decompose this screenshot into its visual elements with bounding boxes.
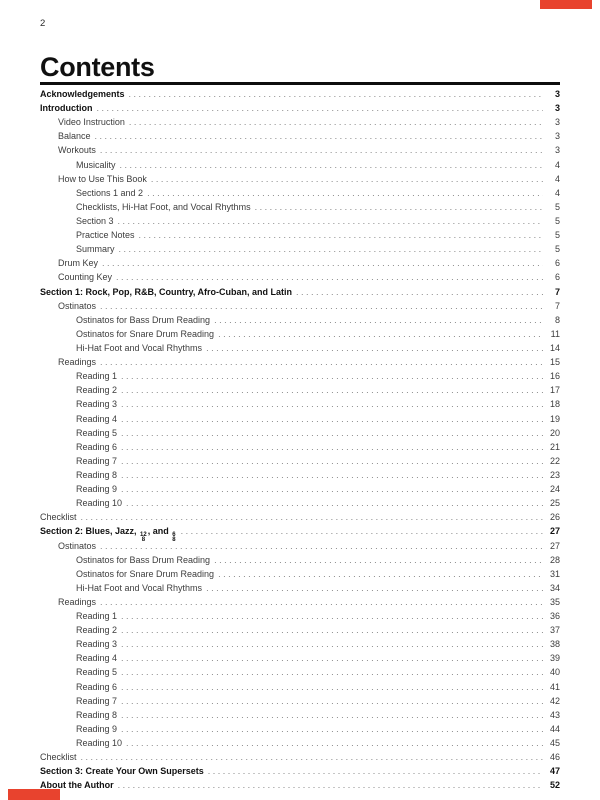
toc-entry-label: Practice Notes — [76, 230, 135, 241]
toc-entry-page: 3 — [554, 145, 560, 156]
toc-entry — [40, 454, 560, 468]
dot-leader — [81, 510, 543, 524]
dot-leader — [121, 694, 543, 708]
dot-leader — [116, 270, 543, 284]
toc-entry — [40, 313, 560, 327]
toc-entry-page: 27 — [549, 540, 560, 551]
toc-entry-label: About the Author — [40, 780, 114, 791]
dot-leader — [126, 736, 543, 750]
page-title: Contents — [40, 52, 155, 82]
toc-entry-label: Ostinatos — [58, 540, 97, 551]
toc-entry — [40, 214, 560, 228]
toc-entry — [40, 299, 560, 313]
dot-leader — [118, 214, 543, 228]
dot-leader — [121, 482, 543, 496]
toc-entry — [40, 115, 560, 129]
toc-entry-page: 52 — [549, 780, 560, 791]
toc-entry-page: 7 — [554, 300, 560, 311]
toc-entry-label: Hi-Hat Foot and Vocal Rhythms — [76, 582, 203, 593]
dot-leader — [121, 637, 543, 651]
toc-entry — [40, 496, 560, 510]
toc-entry — [40, 539, 560, 553]
toc-entry — [40, 553, 560, 567]
toc-entry-label: Section 2: Blues, Jazz, 12 8 , and 6 8 — [40, 526, 176, 543]
toc-entry-page: 5 — [554, 230, 560, 241]
dot-leader — [100, 143, 543, 157]
toc-entry-page: 3 — [554, 89, 560, 99]
dot-leader — [121, 609, 543, 623]
dot-leader — [139, 228, 543, 242]
toc-entry-label: Ostinatos for Snare Drum Reading — [76, 568, 215, 579]
toc-entry — [40, 327, 560, 341]
toc-entry-label: Reading 7 — [76, 455, 118, 466]
toc-entry-label: Reading 4 — [76, 653, 118, 664]
toc-entry-label: Reading 7 — [76, 695, 118, 706]
dot-leader — [121, 722, 543, 736]
toc-entry — [40, 369, 560, 383]
toc-entry-label: Reading 8 — [76, 469, 118, 480]
toc-entry-label: Sections 1 and 2 — [76, 187, 144, 198]
toc-entry-page: 46 — [549, 752, 560, 763]
toc-entry-page: 24 — [549, 484, 560, 495]
dot-leader — [119, 242, 543, 256]
accent-bar-top-right — [540, 0, 592, 9]
toc-entry-page: 6 — [554, 258, 560, 269]
toc-entry-label: Workouts — [58, 145, 96, 156]
toc-entry — [40, 680, 560, 694]
toc-entry-label: Reading 6 — [76, 441, 118, 452]
time-signature: 6 8 — [172, 532, 176, 543]
toc-entry — [40, 778, 560, 792]
dot-leader — [129, 87, 543, 101]
dot-leader — [102, 256, 543, 270]
toc-entry — [40, 764, 560, 778]
dot-leader — [151, 172, 543, 186]
toc-entry-page: 35 — [549, 596, 560, 607]
toc-entry-label: Ostinatos for Bass Drum Reading — [76, 554, 211, 565]
toc-entry — [40, 468, 560, 482]
dot-leader — [121, 454, 543, 468]
dot-leader — [121, 412, 543, 426]
toc-entry — [40, 158, 560, 172]
toc-entry — [40, 524, 560, 543]
dot-leader — [121, 369, 543, 383]
toc-entry-page: 28 — [549, 554, 560, 565]
dot-leader — [121, 383, 543, 397]
toc-entry-page: 3 — [554, 103, 560, 114]
toc-entry — [40, 708, 560, 722]
toc-entry — [40, 609, 560, 623]
toc-entry-label: Reading 6 — [76, 681, 118, 692]
toc-entry-page: 4 — [554, 187, 560, 198]
toc-entry — [40, 595, 560, 609]
toc-entry-page: 47 — [549, 766, 560, 777]
toc-entry — [40, 637, 560, 651]
dot-leader — [206, 341, 543, 355]
toc-entry — [40, 623, 560, 637]
table-of-contents — [40, 87, 560, 792]
toc-entry-label: Section 3: Create Your Own Supersets — [40, 766, 204, 777]
toc-entry-page: 23 — [549, 469, 560, 480]
toc-entry — [40, 665, 560, 679]
dot-leader — [100, 355, 543, 369]
dot-leader — [81, 750, 543, 764]
toc-entry-page: 31 — [549, 568, 560, 579]
toc-entry — [40, 383, 560, 397]
toc-entry-page: 16 — [549, 371, 560, 382]
toc-entry-label: Reading 2 — [76, 385, 118, 396]
toc-entry-page: 25 — [549, 498, 560, 509]
toc-entry-label: Balance — [58, 131, 91, 142]
toc-entry-label: Introduction — [40, 103, 93, 114]
title-rule — [40, 82, 560, 85]
time-signature: 12 8 — [140, 532, 147, 543]
toc-entry — [40, 200, 560, 214]
dot-leader — [206, 581, 543, 595]
toc-entry — [40, 510, 560, 524]
toc-entry — [40, 129, 560, 143]
dot-leader — [255, 200, 543, 214]
toc-entry — [40, 440, 560, 454]
toc-entry-label: Readings — [58, 357, 97, 368]
dot-leader — [100, 539, 543, 553]
toc-entry-page: 4 — [554, 159, 560, 170]
toc-entry — [40, 270, 560, 284]
dot-leader — [126, 496, 543, 510]
toc-entry-label: Reading 2 — [76, 625, 118, 636]
toc-entry-label: Summary — [76, 244, 115, 255]
toc-entry-label: Reading 5 — [76, 667, 118, 678]
dot-leader — [97, 101, 544, 115]
toc-entry-label: Ostinatos for Bass Drum Reading — [76, 314, 211, 325]
toc-entry-label: Ostinatos for Snare Drum Reading — [76, 328, 215, 339]
toc-entry-label: Section 1: Rock, Pop, R&B, Country, Afro-Cuban, and Latin — [40, 286, 293, 297]
toc-entry-page: 15 — [549, 357, 560, 368]
toc-entry — [40, 87, 560, 101]
toc-entry — [40, 482, 560, 496]
toc-entry-label: Reading 5 — [76, 427, 118, 438]
toc-entry-label: Checklist — [40, 752, 77, 763]
dot-leader — [100, 299, 543, 313]
toc-entry-page: 40 — [549, 667, 560, 678]
dot-leader — [208, 764, 543, 778]
toc-entry-label: Musicality — [76, 159, 116, 170]
toc-entry-page: 39 — [549, 653, 560, 664]
toc-entry-page: 41 — [549, 681, 560, 692]
dot-leader — [121, 440, 543, 454]
toc-entry-label: Reading 3 — [76, 639, 118, 650]
toc-entry-label: Checklist — [40, 512, 77, 523]
toc-entry — [40, 285, 560, 299]
toc-entry-page: 34 — [549, 582, 560, 593]
toc-entry-page: 3 — [554, 131, 560, 142]
dot-leader — [121, 623, 543, 637]
dot-leader — [95, 129, 543, 143]
toc-entry-page: 8 — [554, 314, 560, 325]
dot-leader — [218, 327, 543, 341]
toc-entry-page: 7 — [554, 286, 560, 297]
toc-entry — [40, 341, 560, 355]
dot-leader — [218, 567, 543, 581]
toc-entry-label: Reading 9 — [76, 723, 118, 734]
toc-entry — [40, 397, 560, 411]
dot-leader — [214, 313, 543, 327]
toc-entry-page: 44 — [549, 723, 560, 734]
toc-entry — [40, 412, 560, 426]
dot-leader — [181, 524, 543, 538]
toc-entry-page: 43 — [549, 709, 560, 720]
toc-entry-page: 19 — [549, 413, 560, 424]
toc-entry-page: 14 — [549, 342, 560, 353]
toc-entry-page: 5 — [554, 201, 560, 212]
toc-entry-page: 18 — [549, 399, 560, 410]
toc-entry-page: 3 — [554, 117, 560, 128]
dot-leader — [121, 397, 543, 411]
toc-entry-label: Drum Key — [58, 258, 99, 269]
toc-entry — [40, 567, 560, 581]
dot-leader — [121, 468, 543, 482]
toc-entry — [40, 581, 560, 595]
toc-entry — [40, 722, 560, 736]
dot-leader — [100, 595, 543, 609]
toc-entry — [40, 228, 560, 242]
dot-leader — [121, 680, 543, 694]
dot-leader — [147, 186, 543, 200]
toc-entry-page: 37 — [549, 625, 560, 636]
dot-leader — [296, 285, 543, 299]
toc-entry-label: Readings — [58, 596, 97, 607]
toc-entry-page: 27 — [549, 526, 560, 537]
dot-leader — [129, 115, 543, 129]
toc-entry — [40, 256, 560, 270]
toc-entry-label: Ostinatos — [58, 300, 97, 311]
toc-entry-page: 5 — [554, 215, 560, 226]
toc-entry — [40, 355, 560, 369]
toc-entry-page: 6 — [554, 272, 560, 283]
toc-entry-label: Counting Key — [58, 272, 113, 283]
dot-leader — [118, 778, 543, 792]
toc-entry-page: 22 — [549, 455, 560, 466]
toc-entry-label: Hi-Hat Foot and Vocal Rhythms — [76, 342, 203, 353]
toc-entry-label: Reading 10 — [76, 738, 123, 749]
toc-entry-page: 36 — [549, 611, 560, 622]
toc-entry-page: 11 — [550, 328, 560, 339]
toc-entry-page: 26 — [549, 512, 560, 523]
toc-entry-label: Reading 8 — [76, 709, 118, 720]
toc-entry-page: 17 — [549, 385, 560, 396]
dot-leader — [214, 553, 543, 567]
toc-entry-label: Checklists, Hi-Hat Foot, and Vocal Rhythms — [76, 201, 251, 212]
toc-entry-page: 4 — [554, 173, 560, 184]
toc-entry-page: 20 — [549, 427, 560, 438]
toc-entry — [40, 242, 560, 256]
toc-entry-label: Reading 10 — [76, 498, 123, 509]
toc-entry-page: 38 — [549, 639, 560, 650]
toc-entry-label: Reading 9 — [76, 484, 118, 495]
toc-entry — [40, 172, 560, 186]
toc-entry-page: 5 — [554, 244, 560, 255]
toc-entry-page: 42 — [549, 695, 560, 706]
toc-entry-page: 45 — [549, 738, 560, 749]
toc-entry — [40, 186, 560, 200]
toc-entry-label: Video Instruction — [58, 117, 125, 128]
toc-entry — [40, 426, 560, 440]
toc-entry — [40, 694, 560, 708]
toc-entry-label: Reading 4 — [76, 413, 118, 424]
dot-leader — [121, 665, 543, 679]
toc-entry-label: Reading 3 — [76, 399, 118, 410]
toc-entry — [40, 736, 560, 750]
toc-entry-label: Reading 1 — [76, 371, 118, 382]
dot-leader — [121, 426, 543, 440]
dot-leader — [120, 158, 543, 172]
dot-leader — [121, 708, 543, 722]
toc-entry-page: 21 — [549, 441, 560, 452]
toc-entry-label: How to Use This Book — [58, 173, 147, 184]
toc-entry-label: Acknowledgements — [40, 89, 125, 99]
toc-entry-label: Section 3 — [76, 215, 114, 226]
dot-leader — [121, 651, 543, 665]
toc-entry-label: Reading 1 — [76, 611, 118, 622]
toc-entry — [40, 143, 560, 157]
page-number: 2 — [40, 18, 46, 29]
toc-entry — [40, 101, 560, 115]
toc-entry — [40, 750, 560, 764]
toc-entry — [40, 651, 560, 665]
